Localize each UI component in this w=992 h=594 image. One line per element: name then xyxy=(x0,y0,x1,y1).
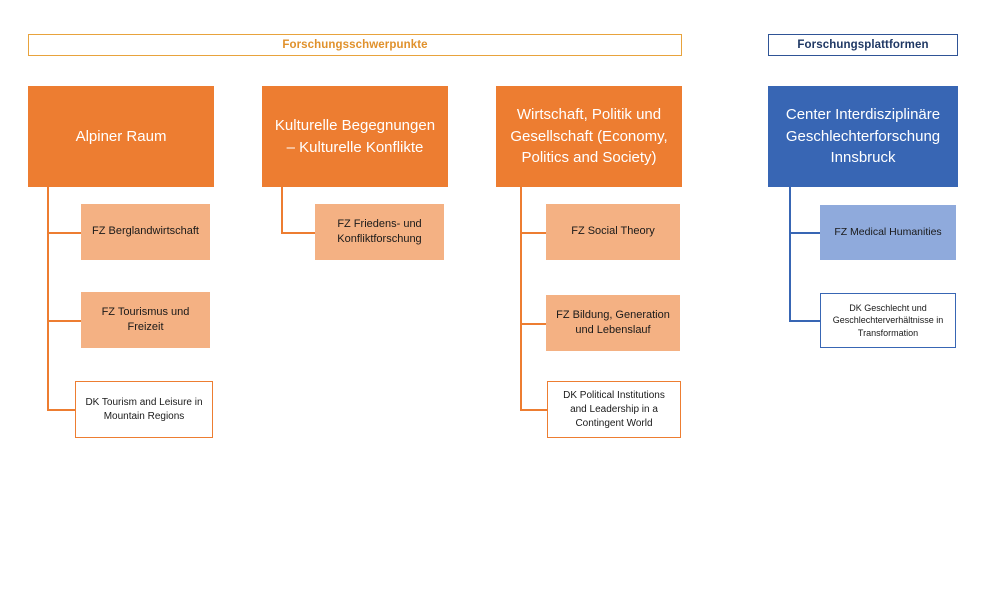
top-box-kulturelle-begegnungen[interactable]: Kulturelle Begegnungen – Kulturelle Konflikte xyxy=(262,86,448,187)
child-box-fz-tourismus-und-freizeit[interactable]: FZ Tourismus und Freizeit xyxy=(81,292,210,348)
child-box-dk-tourism-and-leisure[interactable]: DK Tourism and Leisure in Mountain Regions xyxy=(75,381,213,438)
connector-branch-col2-child1 xyxy=(281,232,315,234)
child-box-fz-friedens-und-konfliktforschung[interactable]: FZ Friedens- und Konfliktforschung xyxy=(315,204,444,260)
child-box-dk-political-institutions[interactable]: DK Political Institutions and Leadership in a Contingent World xyxy=(547,381,681,438)
connector-branch-col1-child1 xyxy=(47,232,81,234)
top-box-wirtschaft-politik-gesellschaft[interactable]: Wirtschaft, Politik und Gesellschaft (Economy, Politics and Society) xyxy=(496,86,682,187)
child-box-dk-geschlecht-und-geschlechterverhaeltnisse[interactable]: DK Geschlecht und Geschlechterverhältnisse in Transformation xyxy=(820,293,956,348)
child-box-fz-bildung-generation-lebenslauf[interactable]: FZ Bildung, Generation und Lebenslauf xyxy=(546,295,680,351)
child-box-fz-medical-humanities[interactable]: FZ Medical Humanities xyxy=(820,205,956,260)
child-box-fz-social-theory[interactable]: FZ Social Theory xyxy=(546,204,680,260)
connector-trunk-col4 xyxy=(789,187,791,321)
top-box-center-geschlechterforschung[interactable]: Center Interdisziplinäre Geschlechterforschung Innsbruck xyxy=(768,86,958,187)
connector-branch-col1-child3 xyxy=(47,409,75,411)
connector-branch-col1-child2 xyxy=(47,320,81,322)
connector-trunk-col1 xyxy=(47,187,49,409)
connector-branch-col4-child2 xyxy=(789,320,820,322)
banner-forschungsplattformen: Forschungsplattformen xyxy=(768,34,958,56)
child-box-fz-berglandwirtschaft[interactable]: FZ Berglandwirtschaft xyxy=(81,204,210,260)
connector-branch-col3-child3 xyxy=(520,409,547,411)
banner-forschungsschwerpunkte: Forschungsschwerpunkte xyxy=(28,34,682,56)
connector-branch-col3-child1 xyxy=(520,232,546,234)
connector-trunk-col3 xyxy=(520,187,522,409)
connector-branch-col3-child2 xyxy=(520,323,546,325)
connector-branch-col4-child1 xyxy=(789,232,820,234)
top-box-alpiner-raum[interactable]: Alpiner Raum xyxy=(28,86,214,187)
connector-trunk-col2 xyxy=(281,187,283,232)
